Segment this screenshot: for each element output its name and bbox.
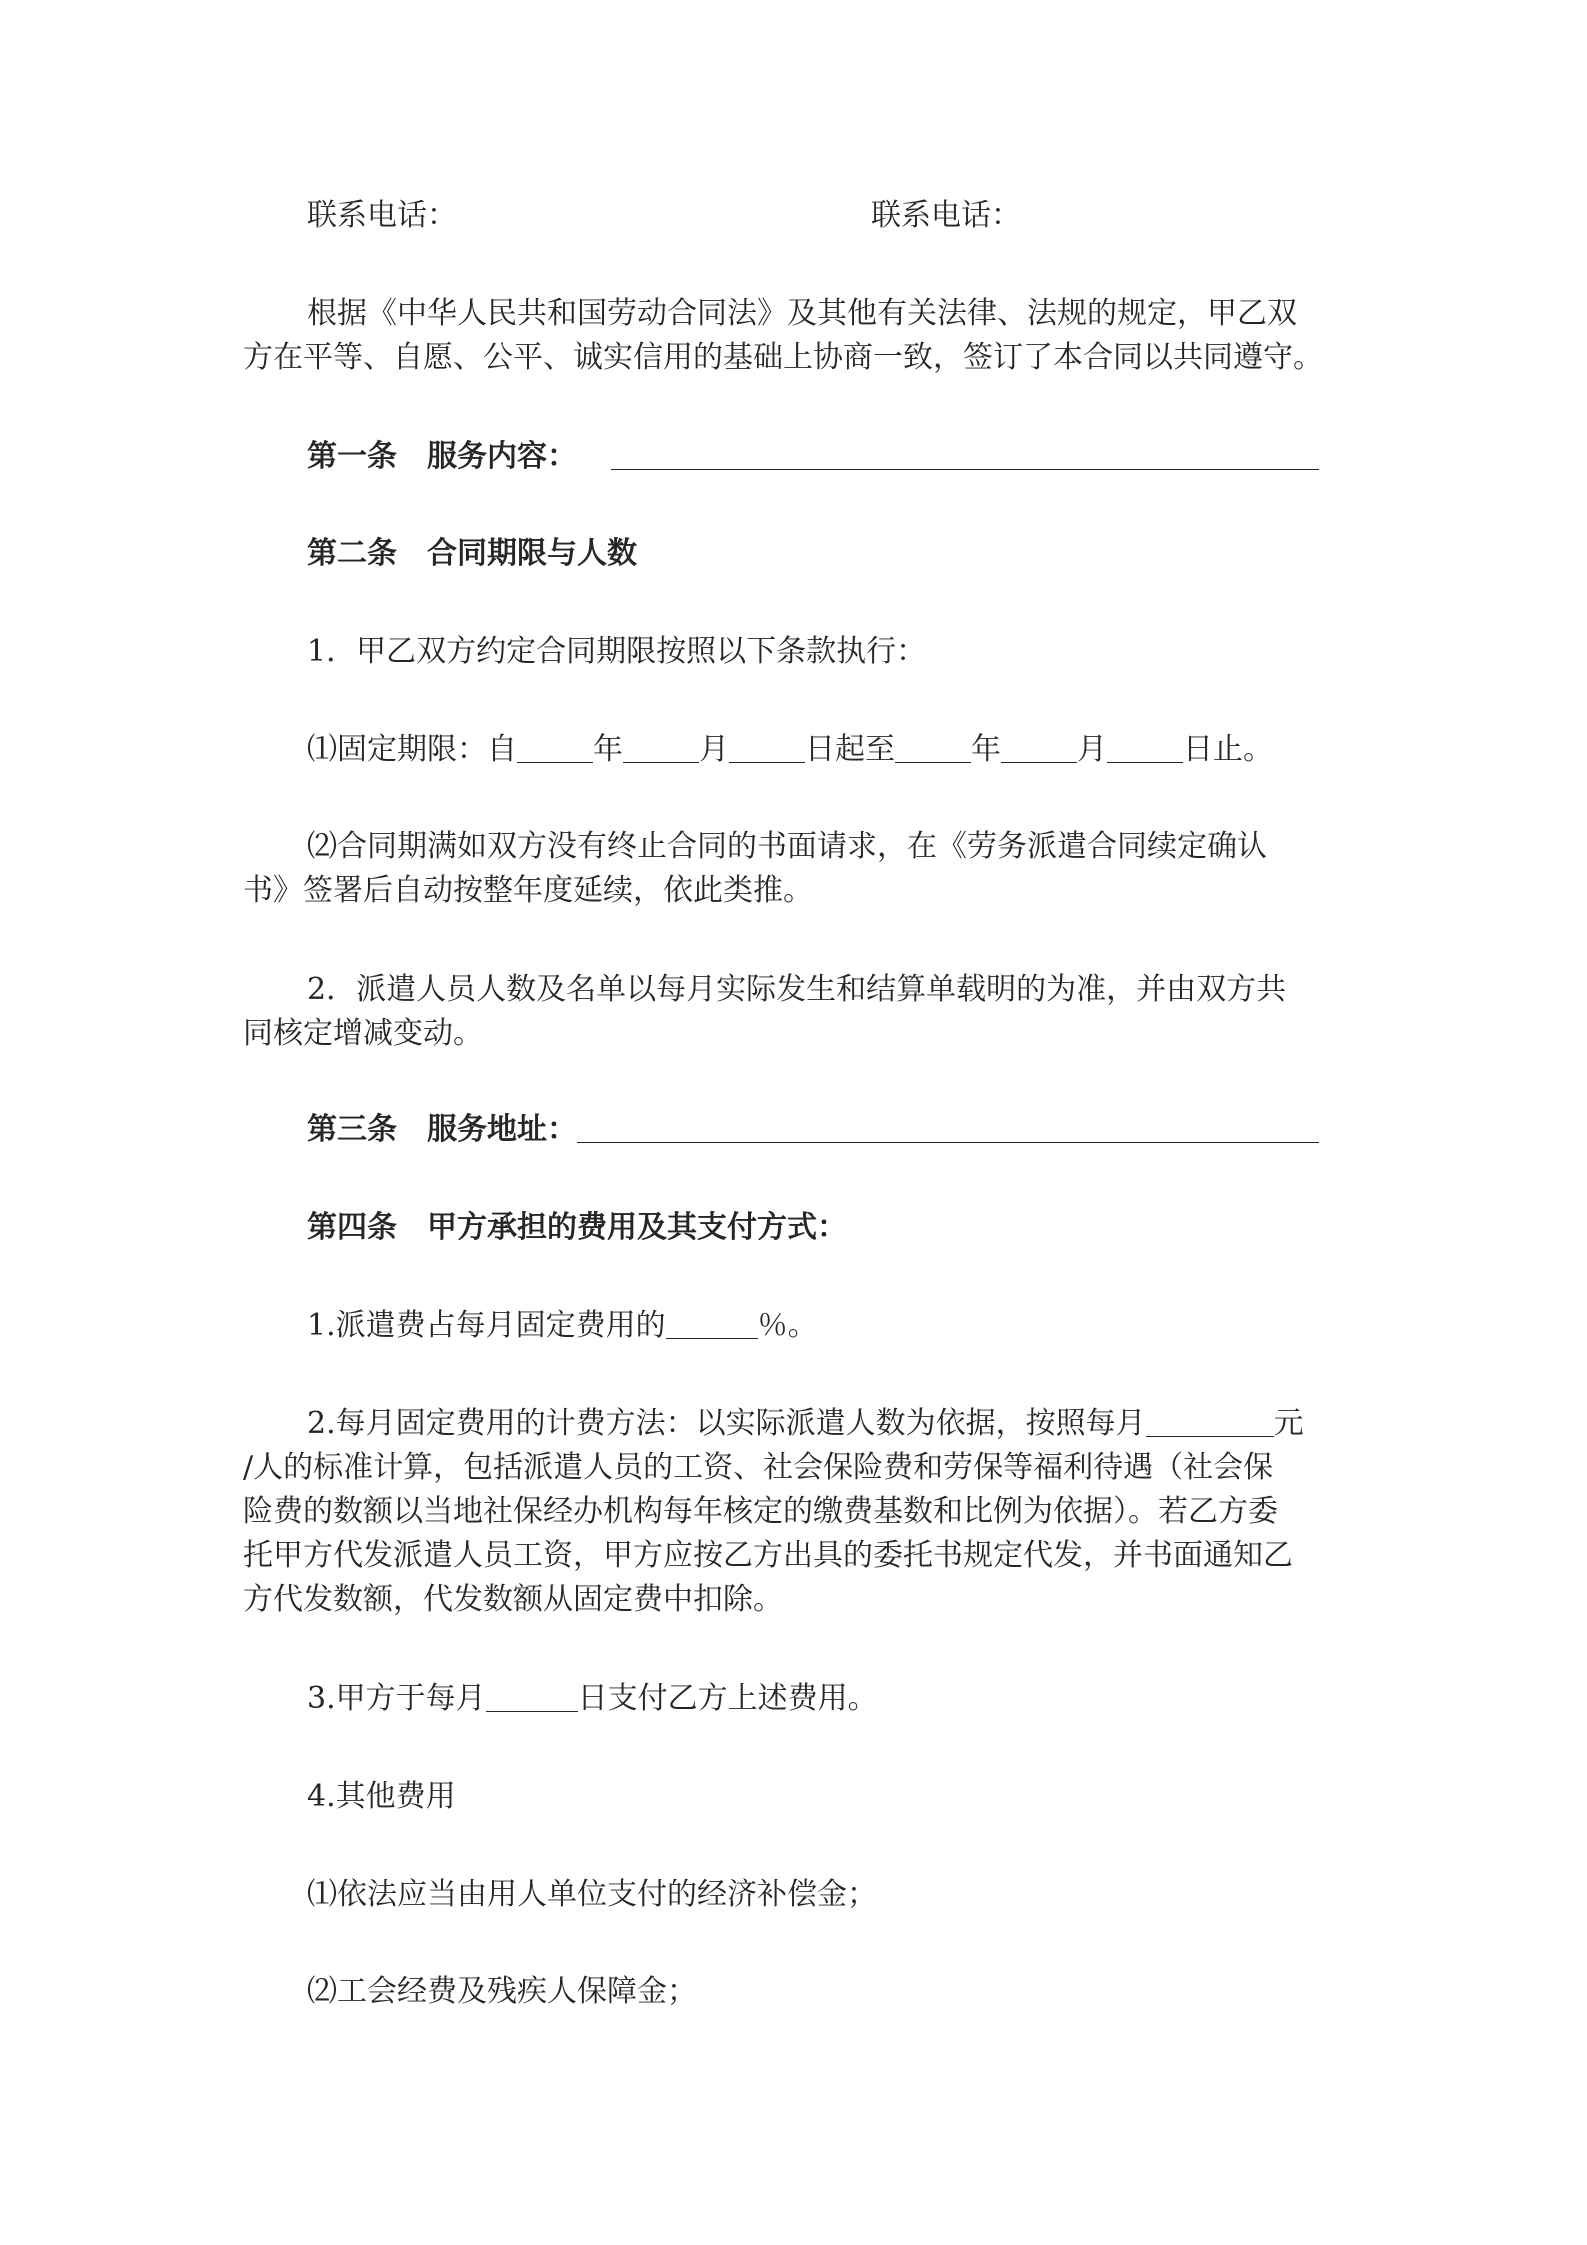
end-month-blank bbox=[1001, 734, 1077, 763]
service-address-blank bbox=[577, 1114, 1319, 1143]
fixed-term-prefix: ⑴固定期限：自 bbox=[307, 732, 517, 767]
end-year-label: 年 bbox=[971, 732, 1001, 767]
preamble-line-2: 方在平等、自愿、公平、诚实信用的基础上协商一致，签订了本合同以共同遵守。 bbox=[243, 340, 1323, 375]
renewal-clause-line-1: ⑵合同期满如双方没有终止合同的书面请求，在《劳务派遣合同续定确认 bbox=[307, 829, 1267, 864]
article-1-title: 服务内容： bbox=[427, 439, 577, 474]
billing-method-line-1 bbox=[243, 1402, 1417, 1446]
billing-method-prefix: 2.每月固定费用的计费方法：以实际派遣人数为依据，按照每月 bbox=[307, 1406, 1146, 1441]
preamble-line-1: 根据《中华人民共和国劳动合同法》及其他有关法律、法规的规定，甲乙双 bbox=[307, 296, 1297, 331]
start-year-blank bbox=[517, 734, 593, 763]
article-2-title: 合同期限与人数 bbox=[427, 536, 637, 571]
other-fees-heading: 4.其他费用 bbox=[307, 1779, 456, 1814]
article-4-number: 第四条 bbox=[307, 1210, 397, 1245]
billing-method-line-3: 险费的数额以当地社保经办机构每年核定的缴费基数和比例为依据）。若乙方委 bbox=[243, 1494, 1278, 1529]
billing-method-line-5: 方代发数额，代发数额从固定费中扣除。 bbox=[243, 1582, 783, 1617]
other-fees-item-1: ⑴依法应当由用人单位支付的经济补偿金； bbox=[307, 1877, 877, 1912]
article-4-heading bbox=[243, 1206, 1417, 1250]
end-day-blank bbox=[1107, 734, 1183, 763]
monthly-rate-blank bbox=[1146, 1408, 1274, 1437]
headcount-clause-line-1: 2．派遣人员人数及名单以每月实际发生和结算单载明的为准，并由双方共 bbox=[307, 972, 1287, 1007]
billing-method-line-2: /人的标准计算，包括派遣人员的工资、社会保险费和劳保等福利待遇（社会保 bbox=[243, 1450, 1274, 1485]
payment-date-row bbox=[243, 1677, 1417, 1721]
start-month-blank bbox=[623, 734, 699, 763]
dispatch-fee-suffix: ％。 bbox=[757, 1308, 818, 1343]
article-2-item-1: 1．甲乙双方约定合同期限按照以下条款执行： bbox=[307, 634, 927, 669]
billing-method-line-4: 托甲方代发派遣人员工资，甲方应按乙方出具的委托书规定代发，并书面通知乙 bbox=[243, 1538, 1293, 1573]
end-day-label: 日止。 bbox=[1183, 732, 1273, 767]
party-b-phone-label: 联系电话： bbox=[871, 198, 1021, 233]
headcount-clause-line-2: 同核定增减变动。 bbox=[243, 1016, 483, 1051]
billing-method-unit: 元 bbox=[1273, 1406, 1304, 1441]
article-2-number: 第二条 bbox=[307, 536, 397, 571]
contact-phone-row bbox=[243, 194, 1417, 238]
party-a-phone-label: 联系电话： bbox=[307, 198, 457, 233]
article-2-heading bbox=[243, 532, 1417, 576]
fixed-term-row bbox=[243, 728, 1417, 772]
article-3-title: 服务地址： bbox=[427, 1112, 577, 1147]
payment-date-prefix: 3.甲方于每月 bbox=[307, 1681, 486, 1716]
start-year-label: 年 bbox=[593, 732, 623, 767]
article-1-heading bbox=[243, 435, 1417, 479]
renewal-clause-line-2: 书》签署后自动按整年度延续，依此类推。 bbox=[243, 873, 813, 908]
article-3-heading bbox=[243, 1108, 1417, 1152]
start-day-blank bbox=[729, 734, 805, 763]
dispatch-fee-percent-blank bbox=[666, 1310, 758, 1339]
end-month-label: 月 bbox=[1077, 732, 1107, 767]
service-content-blank bbox=[611, 441, 1319, 470]
payment-date-suffix: 日支付乙方上述费用。 bbox=[577, 1681, 878, 1716]
article-3-number: 第三条 bbox=[307, 1112, 397, 1147]
article-4-title: 甲方承担的费用及其支付方式： bbox=[427, 1210, 847, 1245]
article-1-number: 第一条 bbox=[307, 439, 397, 474]
dispatch-fee-prefix: 1.派遣费占每月固定费用的 bbox=[307, 1308, 666, 1343]
other-fees-item-2: ⑵工会经费及残疾人保障金； bbox=[307, 1974, 697, 2009]
payment-day-blank bbox=[486, 1683, 578, 1712]
end-year-blank bbox=[895, 734, 971, 763]
start-day-label: 日起至 bbox=[805, 732, 895, 767]
start-month-label: 月 bbox=[699, 732, 729, 767]
dispatch-fee-row bbox=[243, 1304, 1417, 1348]
